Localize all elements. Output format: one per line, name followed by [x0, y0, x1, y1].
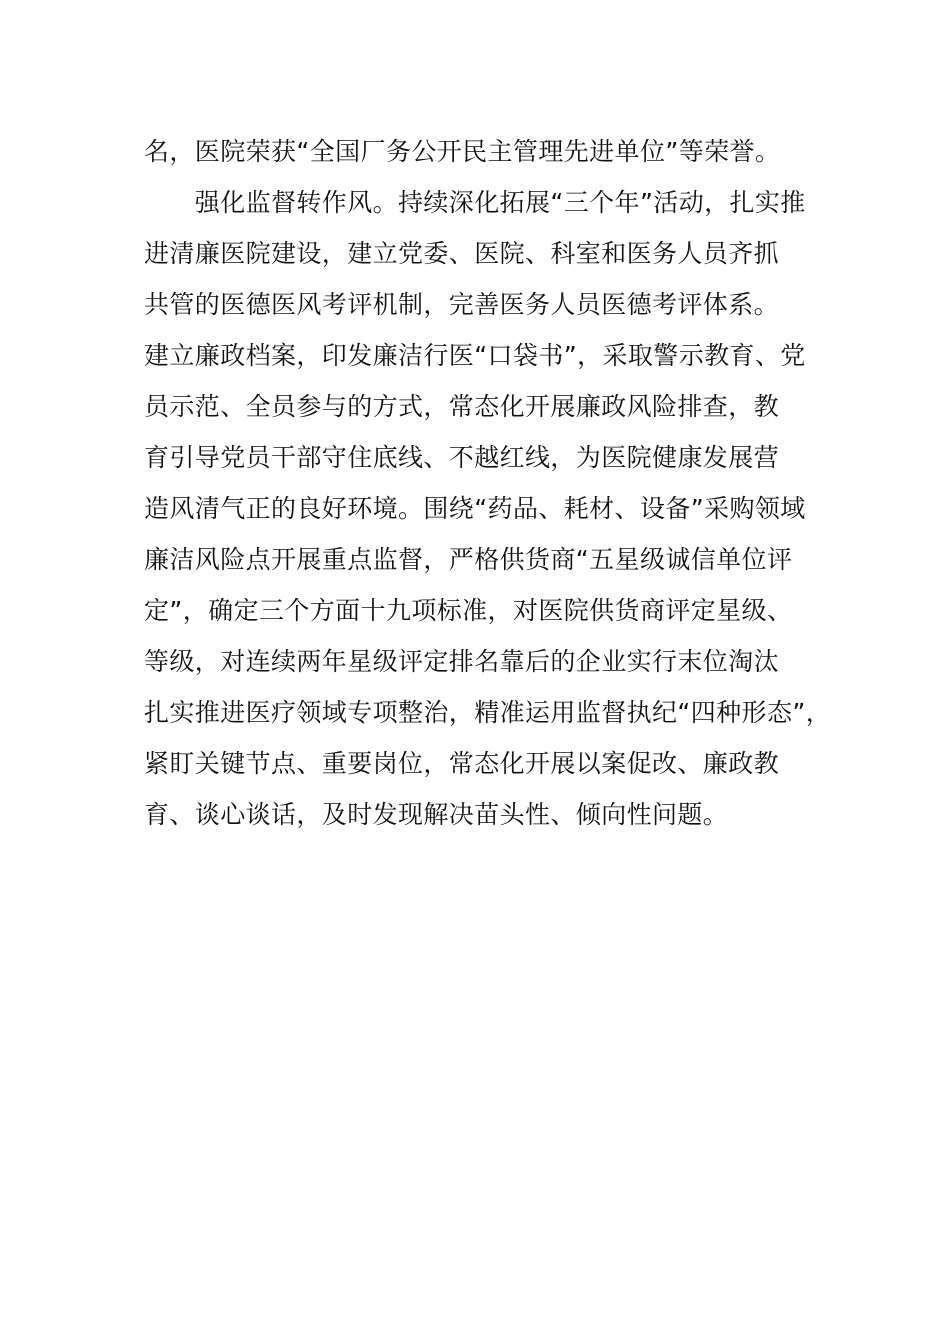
text-line: 紧盯关键节点、重要岗位，常态化开展以案促改、廉政教 — [144, 749, 780, 778]
text-line: 进清廉医院建设，建立党委、医院、科室和医务人员齐抓 — [144, 239, 780, 268]
text-line: 廉洁风险点开展重点监督，严格供货商“五星级诚信单位评 — [144, 545, 793, 574]
text-line: 育、谈心谈话，及时发现解决苗头性、倾向性问题。 — [144, 800, 729, 829]
text-line: 定”，确定三个方面十九项标准，对医院供货商评定星级、 — [144, 596, 793, 625]
text-line: 育引导党员干部守住底线、不越红线，为医院健康发展营 — [144, 443, 780, 472]
text-line: 强化监督转作风。持续深化拓展“三个年”活动，扎实推 — [144, 188, 806, 217]
text-line: 建立廉政档案，印发廉洁行医“口袋书”，采取警示教育、党 — [144, 341, 806, 370]
text-line: 名，医院荣获“全国厂务公开民主管理先进单位”等荣誉。 — [144, 137, 781, 166]
text-line: 共管的医德医风考评机制，完善医务人员医德考评体系。 — [144, 290, 780, 319]
text-line: 扎实推进医疗领域专项整治，精准运用监督执纪“四种形态”， — [144, 698, 832, 727]
body-text — [144, 126, 844, 840]
text-line: 造风清气正的良好环境。围绕“药品、耗材、设备”采购领域 — [144, 494, 806, 523]
text-line: 员示范、全员参与的方式，常态化开展廉政风险排查，教 — [144, 392, 780, 421]
text-line: 等级，对连续两年星级评定排名靠后的企业实行末位淘汰 — [144, 647, 780, 676]
